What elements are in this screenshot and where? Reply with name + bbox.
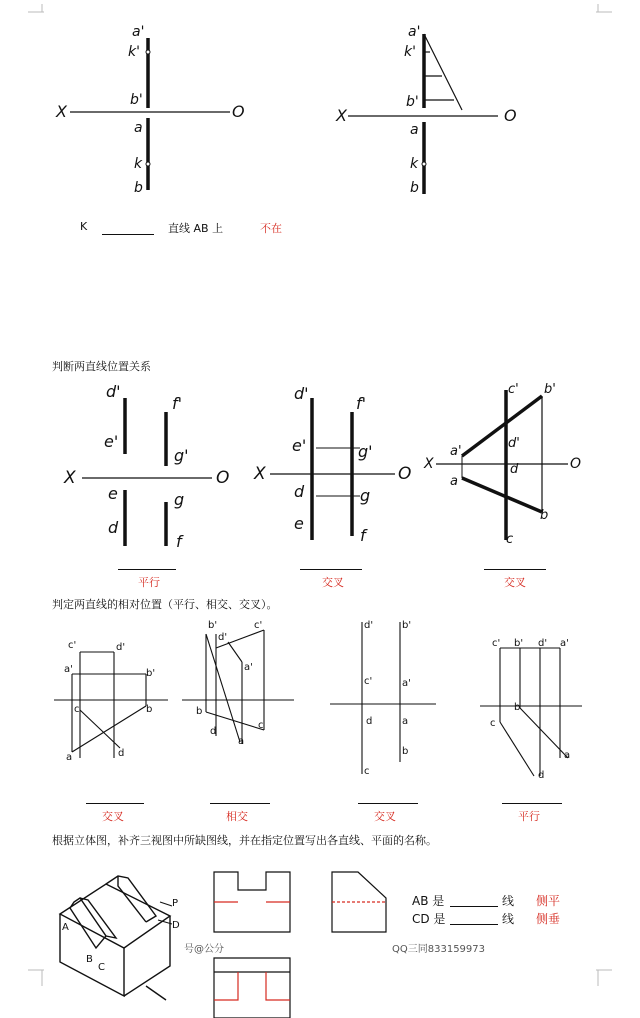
section2-figA-parallel: [82, 398, 212, 546]
label-d1: d': [116, 642, 126, 653]
label-a1: a': [450, 444, 462, 459]
label-f: f: [176, 532, 182, 551]
answer-text: 侧垂: [536, 912, 561, 926]
label-k1: k': [128, 44, 140, 60]
label-a: a: [564, 750, 571, 761]
label-axis-o: O: [570, 456, 582, 472]
label-b: B: [86, 954, 93, 965]
answer-blank: [358, 803, 418, 804]
answer-text: 平行: [518, 810, 540, 823]
label-b1: b': [130, 92, 143, 108]
section4-side-view: [332, 872, 386, 932]
section3-title: 判定两直线的相对位置（平行、相交、交叉）。: [52, 598, 278, 611]
section4-isometric-block: [60, 876, 172, 1000]
label-b1: b': [406, 94, 419, 110]
label-axis-o: O: [398, 464, 412, 484]
label-axis-x: X: [254, 464, 266, 484]
label-a: a: [450, 474, 458, 489]
label-k: k: [134, 156, 143, 172]
label-d1: d': [106, 382, 121, 401]
label-d1: d': [508, 436, 520, 451]
label-a1: a': [408, 24, 421, 40]
section2-figB-crossing: [270, 398, 395, 540]
label-b: b: [402, 746, 409, 757]
label-axis-o: O: [232, 102, 245, 121]
label-b1: b': [208, 620, 218, 631]
answer-blank: [502, 803, 562, 804]
label-e1: e': [104, 432, 119, 451]
watermark-left: 号@公分: [184, 944, 224, 955]
label-d: d: [538, 770, 545, 781]
label-k1: k': [404, 44, 416, 60]
label-a1: a': [560, 638, 569, 649]
label-e: e: [294, 514, 304, 533]
label-c1: c': [492, 638, 501, 649]
label-d1: d': [538, 638, 548, 649]
answer-text: 侧平: [536, 894, 561, 908]
label-b: b: [134, 180, 143, 196]
label-a: A: [62, 922, 69, 933]
cd-line-prefix: CD 是: [412, 912, 446, 926]
fig1-point-on-line-projection: [70, 38, 230, 190]
label-f: f: [360, 526, 366, 545]
answer-text: 交叉: [504, 576, 526, 589]
section4-title: 根据立体图，补齐三视图中所缺图线，并在指定位置写出各直线、平面的名称。: [52, 834, 437, 847]
cd-line-suffix: 线: [502, 912, 515, 926]
label-p: P: [172, 898, 179, 909]
label-a1: a': [402, 678, 411, 689]
label-b1: b': [402, 620, 412, 631]
label-d: d: [366, 716, 373, 727]
section2-title: 判断两直线位置关系: [52, 360, 151, 373]
label-d: d: [118, 748, 125, 759]
label-d1: d': [218, 632, 228, 643]
label-d: d: [210, 726, 217, 737]
label-axis-x: X: [56, 102, 67, 121]
label-b: b: [540, 508, 549, 523]
label-g1: g': [174, 446, 189, 465]
answer-text: 交叉: [102, 810, 124, 823]
label-a1: a': [64, 664, 73, 675]
label-b: b: [196, 706, 203, 717]
section3-fig2: [182, 630, 294, 744]
watermark-right: QQ三同833159973: [392, 944, 486, 955]
label-e: e: [108, 484, 118, 503]
label-g: g: [360, 486, 371, 505]
label-g: g: [174, 490, 185, 509]
label-c1: c': [508, 382, 519, 397]
answer-blank: [484, 569, 546, 570]
statement-prefix: K: [80, 220, 88, 233]
answer-text: 不在: [260, 222, 282, 235]
label-b1: b': [514, 638, 524, 649]
label-c: c: [490, 718, 496, 729]
label-d1: d': [364, 620, 374, 631]
label-a: a: [410, 122, 419, 138]
label-c: c: [74, 704, 80, 715]
answer-blank: [300, 569, 362, 570]
label-c: c: [364, 766, 370, 777]
label-d: d: [510, 462, 519, 477]
label-c1: c': [254, 620, 263, 631]
label-c1: c': [364, 676, 373, 687]
label-c1: c': [68, 640, 77, 651]
label-c: c: [506, 532, 514, 547]
label-a: a: [402, 716, 409, 727]
label-axis-o: O: [216, 468, 230, 488]
fig2-point-on-line-projection: [348, 34, 498, 194]
answer-blank: [450, 906, 498, 907]
section3-fig3: [330, 622, 436, 774]
answer-text: 交叉: [374, 810, 396, 823]
statement-suffix: 直线 AB 上: [168, 222, 224, 235]
label-a: a: [238, 736, 245, 747]
label-c: C: [98, 962, 105, 973]
label-axis-x: X: [64, 468, 76, 488]
label-b: b: [410, 180, 419, 196]
section4-front-view: [214, 872, 290, 932]
label-axis-x: X: [424, 456, 434, 472]
answer-blank: [118, 569, 176, 570]
label-f1: f': [172, 394, 183, 413]
label-a: a: [134, 120, 143, 136]
label-e1: e': [292, 436, 307, 455]
answer-blank: [450, 924, 498, 925]
label-b1: b': [544, 382, 556, 397]
label-c: c: [258, 720, 264, 731]
answer-blank: [210, 803, 270, 804]
label-a1: a': [132, 24, 145, 40]
label-g1: g': [358, 442, 373, 461]
label-b: b: [146, 704, 153, 715]
section4-top-view: [214, 958, 290, 1018]
label-d: D: [172, 920, 180, 931]
label-k: k: [410, 156, 419, 172]
label-a1: a': [244, 662, 253, 673]
answer-blank: [102, 234, 154, 235]
answer-blank: [86, 803, 144, 804]
answer-text: 平行: [138, 576, 160, 589]
label-b1: b': [146, 668, 156, 679]
label-axis-o: O: [504, 106, 517, 125]
label-d1: d': [294, 384, 309, 403]
label-axis-x: X: [336, 106, 347, 125]
label-d: d: [108, 518, 119, 537]
ab-line-prefix: AB 是: [412, 894, 445, 908]
label-a: a: [66, 752, 73, 763]
answer-text: 相交: [226, 810, 248, 823]
label-b: b: [514, 702, 521, 713]
label-d: d: [294, 482, 305, 501]
answer-text: 交叉: [322, 576, 344, 589]
ab-line-suffix: 线: [502, 894, 515, 908]
label-f1: f': [356, 394, 367, 413]
